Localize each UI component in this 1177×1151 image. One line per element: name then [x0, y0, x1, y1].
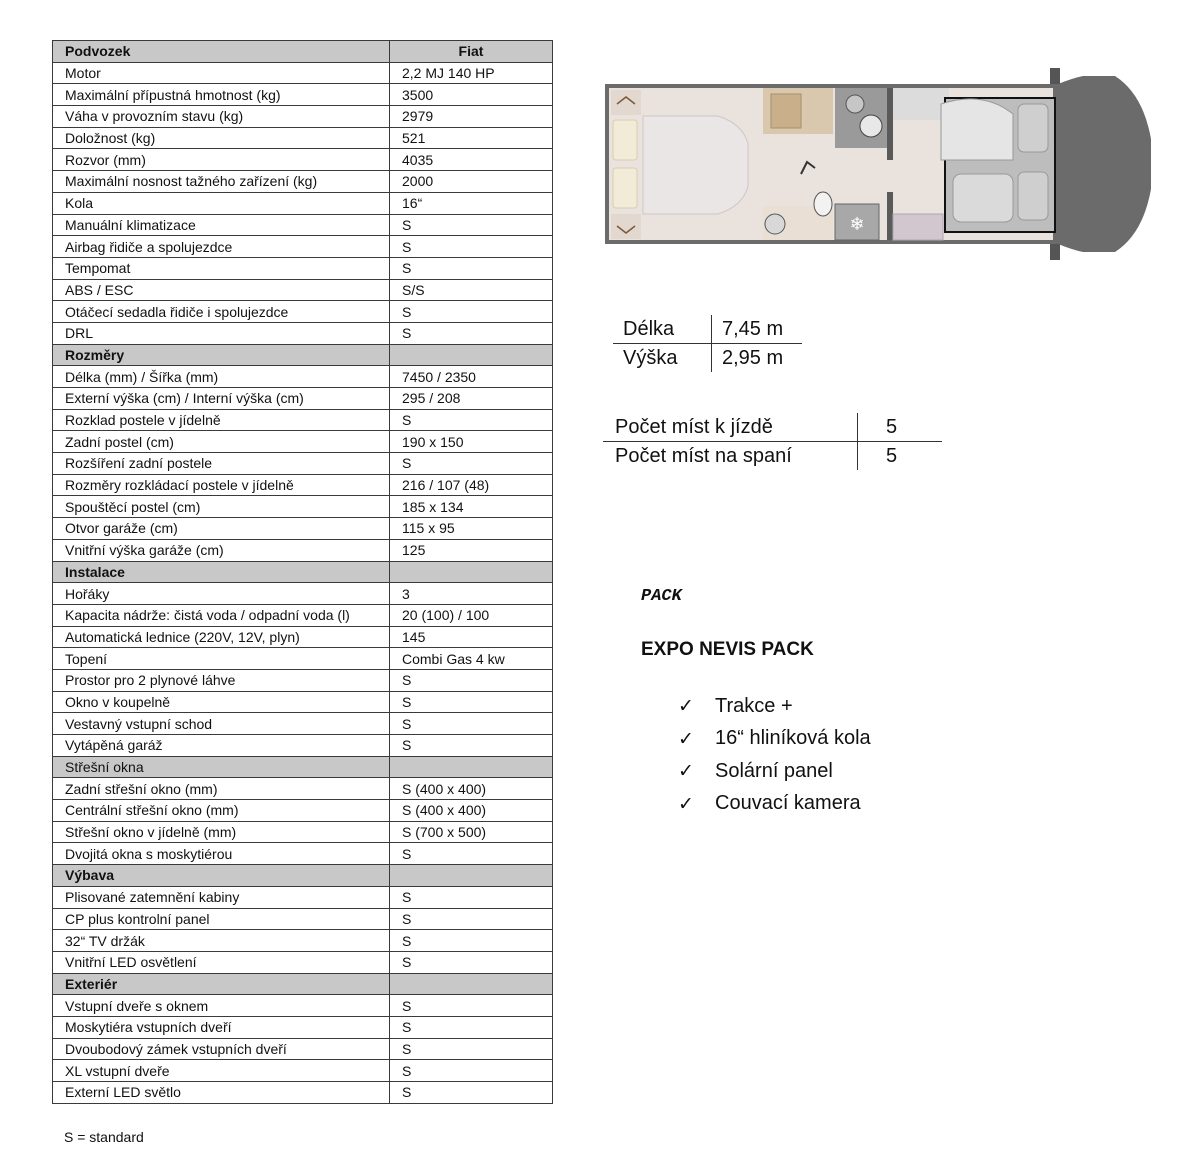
section-row [53, 865, 553, 887]
pillow-bottom [613, 168, 637, 208]
section-row [53, 41, 553, 63]
spec-value: S [390, 908, 553, 930]
spec-row [53, 1038, 553, 1060]
spec-row [53, 366, 553, 388]
spec-value: 521 [390, 127, 553, 149]
spec-label: Prostor pro 2 plynové láhve [53, 669, 390, 691]
length-value: 7,45 m [712, 315, 803, 344]
spec-value: S [390, 1038, 553, 1060]
spec-value: S [390, 1016, 553, 1038]
spec-label: Motor [53, 62, 390, 84]
spec-value: 295 / 208 [390, 388, 553, 410]
spec-label: XL vstupní dveře [53, 1060, 390, 1082]
spec-row [53, 214, 553, 236]
spec-row [53, 886, 553, 908]
spec-value: S [390, 257, 553, 279]
bathroom-wall [835, 88, 889, 148]
spec-value: S [390, 409, 553, 431]
spec-value: S [390, 691, 553, 713]
spec-value: 3 [390, 583, 553, 605]
spec-value: 20 (100) / 100 [390, 604, 553, 626]
spec-table [52, 40, 553, 1104]
spec-row [53, 669, 553, 691]
spec-value [390, 344, 553, 366]
spec-value: S [390, 1060, 553, 1082]
spec-value: S [390, 322, 553, 344]
spec-row [53, 735, 553, 757]
spec-label: Střešní okna [53, 756, 390, 778]
pack-title: EXPO NEVIS PACK [641, 639, 814, 660]
spec-row [53, 951, 553, 973]
check-icon: ✓ [678, 792, 694, 815]
spec-value: 2979 [390, 106, 553, 128]
wardrobe-bottom [611, 214, 641, 239]
spec-label: Zadní střešní okno (mm) [53, 778, 390, 800]
spec-row [53, 626, 553, 648]
spec-value [390, 561, 553, 583]
spec-label: Maximální nosnost tažného zařízení (kg) [53, 171, 390, 193]
check-icon: ✓ [678, 727, 694, 750]
spec-value: 3500 [390, 84, 553, 106]
spec-label: Centrální střešní okno (mm) [53, 800, 390, 822]
pack-item: ✓ Couvací kamera [678, 792, 861, 815]
spec-label: Manuální klimatizace [53, 214, 390, 236]
spec-value [390, 756, 553, 778]
pack-item: ✓ Trakce + [678, 694, 793, 718]
section-row [53, 973, 553, 995]
spec-label: 32“ TV držák [53, 930, 390, 952]
travel-seats-label: Počet míst k jízdě [603, 413, 858, 442]
spec-label: Vnitřní výška garáže (cm) [53, 539, 390, 561]
dimensions-table [613, 315, 802, 372]
spec-label: Airbag řidiče a spolujezdce [53, 236, 390, 258]
spec-value: S [390, 214, 553, 236]
spec-label: Kapacita nádrže: čistá voda / odpadní voda (l) [53, 604, 390, 626]
spec-value: S [390, 713, 553, 735]
section-row [53, 756, 553, 778]
spec-value: Fiat [390, 41, 553, 63]
floorplan-image [603, 64, 1155, 274]
spec-row [53, 800, 553, 822]
spec-row [53, 1016, 553, 1038]
spec-label: Rozměry rozkládací postele v jídelně [53, 474, 390, 496]
spec-label: Zadní postel (cm) [53, 431, 390, 453]
height-value: 2,95 m [722, 347, 784, 369]
spec-row [53, 279, 553, 301]
spec-label: Délka (mm) / Šířka (mm) [53, 366, 390, 388]
sleeping-places-value: 5 [886, 445, 898, 467]
travel-seats-value: 5 [858, 413, 943, 442]
spec-value: S [390, 301, 553, 323]
spec-row [53, 474, 553, 496]
spec-row [53, 322, 553, 344]
spec-value: S [390, 995, 553, 1017]
pack-list [678, 690, 871, 820]
spec-label: Topení [53, 648, 390, 670]
spec-row [53, 604, 553, 626]
spec-row [53, 431, 553, 453]
spec-label: Maximální přípustná hmotnost (kg) [53, 84, 390, 106]
snowflake-icon: ❄ [849, 214, 865, 235]
spec-value: 216 / 107 (48) [390, 474, 553, 496]
spec-value: S [390, 951, 553, 973]
sleeping-places-label: Počet míst na spaní [603, 442, 858, 471]
spec-value: S (400 x 400) [390, 778, 553, 800]
spec-value: S [390, 453, 553, 475]
spec-row [53, 843, 553, 865]
spec-value: S [390, 843, 553, 865]
spec-row [53, 821, 553, 843]
spec-row [53, 583, 553, 605]
pack-item: ✓ 16“ hliníková kola [678, 727, 871, 750]
spec-label: Externí výška (cm) / Interní výška (cm) [53, 388, 390, 410]
mirror-bottom [1050, 244, 1060, 260]
spec-value: 125 [390, 539, 553, 561]
spec-label: Otáčecí sedadla řidiče i spolujezdce [53, 301, 390, 323]
spec-row [53, 301, 553, 323]
spec-label: Automatická lednice (220V, 12V, plyn) [53, 626, 390, 648]
spec-value: 145 [390, 626, 553, 648]
spec-label: Vytápěná garáž [53, 735, 390, 757]
spec-value: 4035 [390, 149, 553, 171]
spec-row [53, 995, 553, 1017]
spec-label: Externí LED světlo [53, 1082, 390, 1104]
spec-value: 2000 [390, 171, 553, 193]
spec-row [53, 236, 553, 258]
spec-row [53, 388, 553, 410]
spec-row [53, 539, 553, 561]
check-icon: ✓ [678, 760, 694, 783]
spec-label: Rozvor (mm) [53, 149, 390, 171]
check-icon: ✓ [678, 695, 694, 718]
spec-value [390, 865, 553, 887]
spec-value: S [390, 930, 553, 952]
spec-value: 2,2 MJ 140 HP [390, 62, 553, 84]
spec-value: S [390, 1082, 553, 1104]
spec-row [53, 778, 553, 800]
spec-value: S (700 x 500) [390, 821, 553, 843]
spec-label: Vstupní dveře s oknem [53, 995, 390, 1017]
spec-value: 115 x 95 [390, 518, 553, 540]
legend-note: S = standard [64, 1129, 144, 1145]
spec-value: S [390, 669, 553, 691]
length-label: Délka [613, 315, 712, 344]
spec-label: Dvojitá okna s moskytiérou [53, 843, 390, 865]
spec-value: S/S [390, 279, 553, 301]
spec-row [53, 62, 553, 84]
spec-label: Střešní okno v jídelně (mm) [53, 821, 390, 843]
spec-row [53, 192, 553, 214]
spec-label: Váha v provozním stavu (kg) [53, 106, 390, 128]
spec-label: Výbava [53, 865, 390, 887]
spec-label: Okno v koupelně [53, 691, 390, 713]
spec-value: 185 x 134 [390, 496, 553, 518]
spec-label: Kola [53, 192, 390, 214]
spec-label: Exteriér [53, 973, 390, 995]
spec-row [53, 127, 553, 149]
spec-label: Moskytiéra vstupních dveří [53, 1016, 390, 1038]
wardrobe-top [611, 90, 641, 115]
spec-row [53, 518, 553, 540]
spec-label: Vestavný vstupní schod [53, 713, 390, 735]
spec-label: Dvoubodový zámek vstupních dveří [53, 1038, 390, 1060]
spec-row [53, 496, 553, 518]
spec-label: Doložnost (kg) [53, 127, 390, 149]
spec-value: S (400 x 400) [390, 800, 553, 822]
spec-row [53, 409, 553, 431]
spec-row [53, 1082, 553, 1104]
spec-value: Combi Gas 4 kw [390, 648, 553, 670]
spec-value: S [390, 735, 553, 757]
spec-label: Rozšíření zadní postele [53, 453, 390, 475]
section-row [53, 561, 553, 583]
spec-label: Rozklad postele v jídelně [53, 409, 390, 431]
spec-row [53, 106, 553, 128]
spec-label: Plisované zatemnění kabiny [53, 886, 390, 908]
spec-value: S [390, 886, 553, 908]
rear-bed [643, 116, 748, 214]
spec-label: Vnitřní LED osvětlení [53, 951, 390, 973]
spec-row [53, 453, 553, 475]
pack-label: PACK [641, 587, 682, 606]
spec-row [53, 930, 553, 952]
mirror-top [1050, 68, 1060, 84]
spec-label: Rozměry [53, 344, 390, 366]
spec-value [390, 973, 553, 995]
spec-value: 16“ [390, 192, 553, 214]
spec-row [53, 149, 553, 171]
spec-value: 7450 / 2350 [390, 366, 553, 388]
spec-label: Hořáky [53, 583, 390, 605]
pillow-top [613, 120, 637, 160]
spec-label: Instalace [53, 561, 390, 583]
spec-label: CP plus kontrolní panel [53, 908, 390, 930]
spec-row [53, 84, 553, 106]
spec-label: Spouštěcí postel (cm) [53, 496, 390, 518]
spec-label: Otvor garáže (cm) [53, 518, 390, 540]
spec-row [53, 648, 553, 670]
spec-row [53, 713, 553, 735]
spec-label: ABS / ESC [53, 279, 390, 301]
spec-label: DRL [53, 322, 390, 344]
spec-value: 190 x 150 [390, 431, 553, 453]
spec-row [53, 257, 553, 279]
spec-row [53, 171, 553, 193]
section-row [53, 344, 553, 366]
seats-table [603, 413, 942, 470]
height-label: Výška [613, 344, 712, 373]
spec-value: S [390, 236, 553, 258]
spec-label: Tempomat [53, 257, 390, 279]
spec-row [53, 908, 553, 930]
spec-row [53, 1060, 553, 1082]
spec-row [53, 691, 553, 713]
spec-label: Podvozek [53, 41, 390, 63]
pack-item: ✓ Solární panel [678, 759, 833, 783]
